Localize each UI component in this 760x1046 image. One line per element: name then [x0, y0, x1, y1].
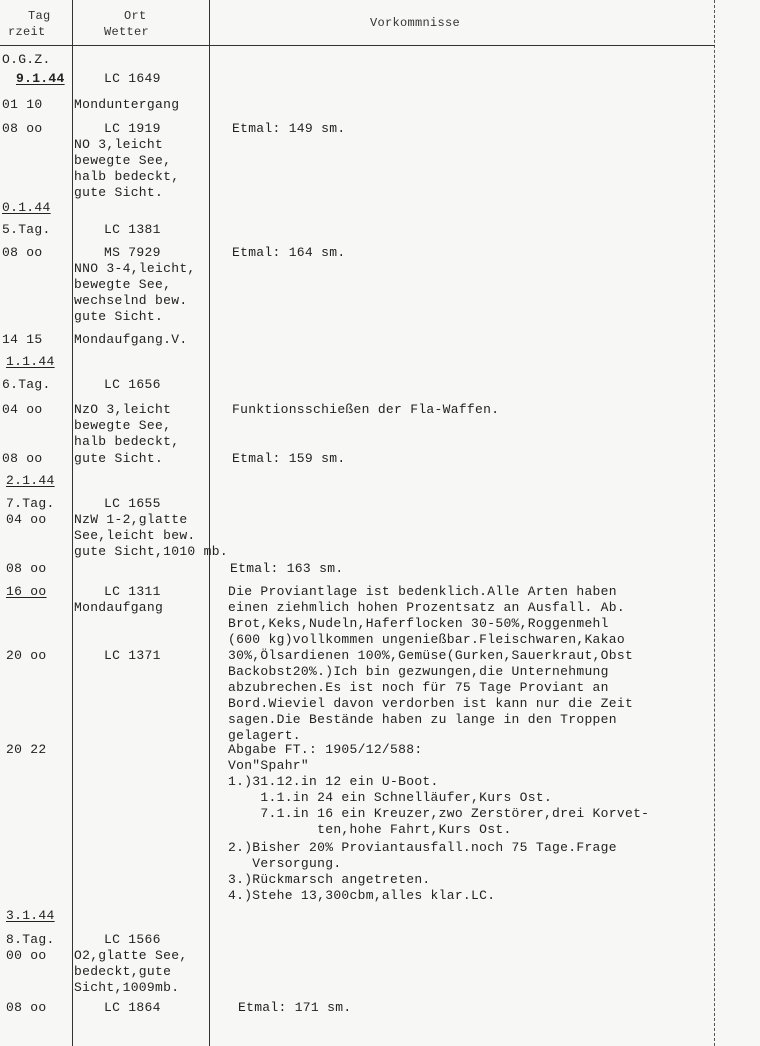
right-margin-line: [714, 0, 715, 1046]
time-r8: 08 oo: [6, 561, 47, 576]
ort-r9-0: LC 1311: [104, 584, 161, 599]
time-r12: 00 oo: [6, 948, 47, 963]
text-r9-1: einen ziehmlich hohen Prozentsatz an Ausfall. Ab.: [228, 600, 625, 615]
ort-r2-1: NO 3,leicht: [74, 137, 164, 152]
text-r11-2: 1.)31.12.in 12 ein U-Boot.: [228, 774, 439, 789]
text-r11-4: 7.1.in 16 ein Kreuzer,zwo Zerstörer,drei Korvet-: [228, 806, 650, 821]
ort-r7-2: gute Sicht,1010 mb.: [74, 544, 228, 559]
time-r6: 08 oo: [2, 451, 43, 466]
text-r2: Etmal: 149 sm.: [232, 121, 346, 136]
text-r9-9: gelagert.: [228, 728, 301, 743]
text-r9-0: Die Proviantlage ist bedenklich.Alle Arten haben: [228, 584, 617, 599]
ort-r12-1: bedeckt,gute: [74, 964, 172, 979]
date-1: 9.1.44: [16, 71, 65, 86]
time-r7: 04 oo: [6, 512, 47, 527]
date-3: 1.1.44: [6, 354, 55, 369]
time-r11: 20 22: [6, 742, 47, 757]
day-3: 6.Tag.: [2, 377, 51, 392]
time-r3: 08 oo: [2, 245, 43, 260]
ort-r3-1: NNO 3-4,leicht,: [74, 261, 196, 276]
ort-r5-3: gute Sicht.: [74, 451, 164, 466]
text-r11-9: 4.)Stehe 13,300cbm,alles klar.LC.: [228, 888, 496, 903]
text-r11-7: Versorgung.: [228, 856, 342, 871]
header-rule: [0, 45, 715, 46]
text-r5: Funktionsschießen der Fla-Waffen.: [232, 402, 500, 417]
ort-r3-0: MS 7929: [104, 245, 161, 260]
ort-r2-4: gute Sicht.: [74, 185, 164, 200]
text-r6: Etmal: 159 sm.: [232, 451, 346, 466]
ort-r9-1: Mondaufgang: [74, 600, 164, 615]
day-4: 7.Tag.: [6, 496, 55, 511]
time-r13: 08 oo: [6, 1000, 47, 1015]
position-2: LC 1381: [104, 222, 161, 237]
header-col1-line2: rzeit: [8, 25, 46, 39]
position-5: LC 1566: [104, 932, 161, 947]
text-r13: Etmal: 171 sm.: [238, 1000, 352, 1015]
text-r11-1: Von"Spahr": [228, 758, 310, 773]
ort-r5-0: NzO 3,leicht: [74, 402, 172, 417]
date-4: 2.1.44: [6, 473, 55, 488]
text-r9-2: Brot,Keks,Nudeln,Haferflocken 30-50%,Roggenmehl: [228, 616, 609, 631]
text-r11-0: Abgabe FT.: 1905/12/588:: [228, 742, 423, 757]
ort-r12-0: O2,glatte See,: [74, 948, 188, 963]
column-divider-1: [72, 0, 73, 1046]
time-r1: 01 10: [2, 97, 43, 112]
time-r5: 04 oo: [2, 402, 43, 417]
ort-r13: LC 1864: [104, 1000, 161, 1015]
ort-r2-2: bewegte See,: [74, 153, 172, 168]
position-1: LC 1649: [104, 71, 161, 86]
ort-r3-2: bewegte See,: [74, 277, 172, 292]
text-r3: Etmal: 164 sm.: [232, 245, 346, 260]
position-3: LC 1656: [104, 377, 161, 392]
text-r9-3: (600 kg)vollkommen ungenießbar.Fleischwaren,Kakao: [228, 632, 625, 647]
text-r9-5: Backobst20%.)Ich bin gezwungen,die Unternehmung: [228, 664, 609, 679]
text-r9-8: sagen.Die Bestände haben zu lange in den Troppen: [228, 712, 617, 727]
position-4: LC 1655: [104, 496, 161, 511]
text-r9-7: Bord.Wieviel davon verdorben ist kann nur die Zeit: [228, 696, 634, 711]
ort-r4: Mondaufgang.V.: [74, 332, 188, 347]
header-col2-line1: Ort: [124, 9, 147, 23]
day-5: 8.Tag.: [6, 932, 55, 947]
text-r9-6: abzubrechen.Es ist noch für 75 Tage Proviant an: [228, 680, 609, 695]
time-r2: 08 oo: [2, 121, 43, 136]
text-r8: Etmal: 163 sm.: [230, 561, 344, 576]
date-5: 3.1.44: [6, 908, 55, 923]
header-col1-line1: Tag: [28, 9, 51, 23]
header-col2-line2: Wetter: [104, 25, 150, 39]
text-r11-6: 2.)Bisher 20% Proviantausfall.noch 75 Tage.Frage: [228, 840, 617, 855]
text-r11-3: 1.1.in 24 ein Schnelläufer,Kurs Ost.: [228, 790, 553, 805]
time-r4: 14 15: [2, 332, 43, 347]
ort-r2-3: halb bedeckt,: [74, 169, 180, 184]
ort-r5-2: halb bedeckt,: [74, 434, 180, 449]
header-col3: Vorkommnisse: [370, 16, 461, 30]
ort-r2-0: LC 1919: [104, 121, 161, 136]
ort-r5-1: bewegte See,: [74, 418, 172, 433]
ort-r10: LC 1371: [104, 648, 161, 663]
time-r9: 16 oo: [6, 584, 47, 599]
ort-r12-2: Sicht,1009mb.: [74, 980, 180, 995]
text-r11-8: 3.)Rückmarsch angetreten.: [228, 872, 431, 887]
ort-r7-0: NzW 1-2,glatte: [74, 512, 188, 527]
column-divider-2: [209, 0, 210, 1046]
sub-header-ogz: O.G.Z.: [2, 52, 51, 67]
ort-r3-4: gute Sicht.: [74, 309, 164, 324]
ort-r7-1: See,leicht bew.: [74, 528, 196, 543]
ort-r1: Monduntergang: [74, 97, 180, 112]
ort-r3-3: wechselnd bew.: [74, 293, 188, 308]
time-r10: 20 oo: [6, 648, 47, 663]
date-2: 0.1.44: [2, 200, 51, 215]
text-r9-4: 30%,Ölsardienen 100%,Gemüse(Gurken,Sauerkraut,Obst: [228, 648, 634, 663]
text-r11-5: ten,hohe Fahrt,Kurs Ost.: [228, 822, 512, 837]
day-2: 5.Tag.: [2, 222, 51, 237]
